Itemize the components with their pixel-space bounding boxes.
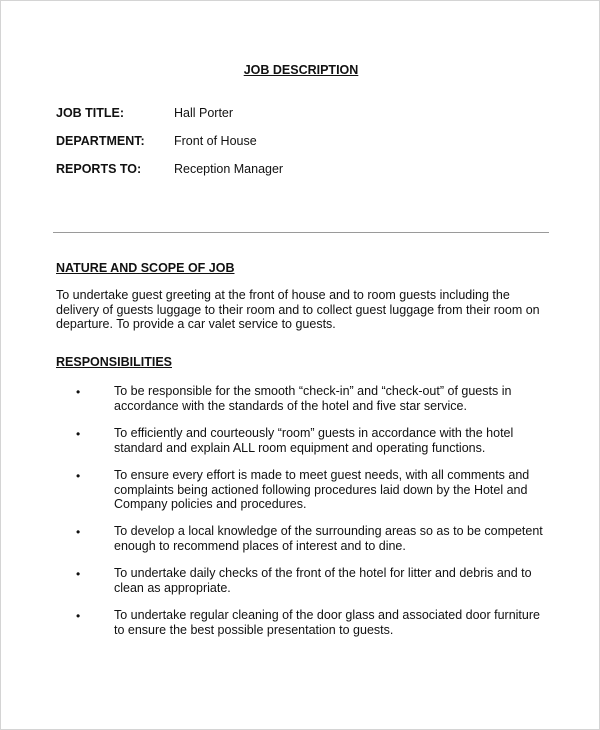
department-label: DEPARTMENT: <box>56 134 145 148</box>
responsibility-text: To efficiently and courteously “room” guests in accordance with the hotel standard and explain ALL room equipment and operating functions. <box>114 426 514 455</box>
responsibility-text: To undertake regular cleaning of the door glass and associated door furniture to ensure the best possible presentation to guests. <box>114 608 540 637</box>
responsibility-text: To undertake daily checks of the front of the hotel for litter and debris and to clean as appropriate. <box>114 566 532 595</box>
reports-to-value: Reception Manager <box>174 162 284 176</box>
bullet-icon: • <box>76 427 81 441</box>
responsibility-text: To be responsible for the smooth “check-in” and “check-out” of guests in accordance with the standards of the hotel and five star service. <box>114 384 512 413</box>
responsibility-text: To develop a local knowledge of the surrounding areas so as to be competent enough to recommend places of interest and to dine. <box>114 524 543 553</box>
document-title: JOB DESCRIPTION <box>243 63 359 77</box>
job-title-value: Hall Porter <box>174 106 234 120</box>
responsibility-text: To ensure every effort is made to meet guest needs, with all comments and complaints being actioned following procedures laid down by the Hotel and Company policies and procedures. <box>114 468 530 511</box>
reports-to-label: REPORTS TO: <box>56 162 142 176</box>
bullet-icon: • <box>76 469 81 483</box>
nature-paragraph: To undertake guest greeting at the front of house and to room guests including the delivery of guests luggage to their room and to collect guest luggage from their room on departure. To provide a car valet service to guests. <box>56 288 540 331</box>
job-title-label: JOB TITLE: <box>56 106 125 120</box>
responsibilities-heading: RESPONSIBILITIES <box>56 355 172 369</box>
nature-heading: NATURE AND SCOPE OF JOB <box>56 261 235 275</box>
bullet-icon: • <box>76 609 81 623</box>
section-divider <box>53 232 549 233</box>
bullet-icon: • <box>76 525 81 539</box>
department-value: Front of House <box>174 134 257 148</box>
bullet-icon: • <box>76 385 81 399</box>
bullet-icon: • <box>76 567 81 581</box>
